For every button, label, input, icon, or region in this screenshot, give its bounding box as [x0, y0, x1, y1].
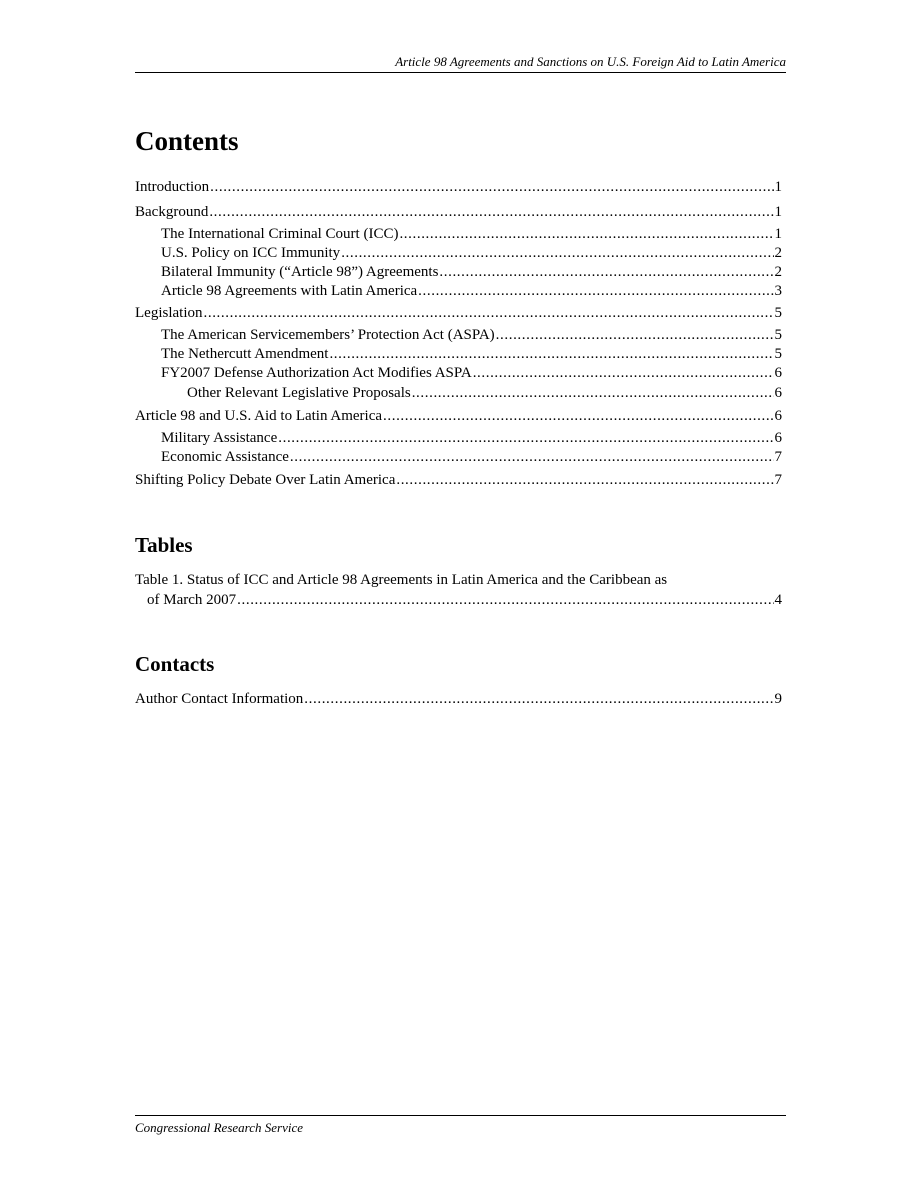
running-footer: Congressional Research Service [135, 1120, 303, 1135]
toc-entry[interactable] [135, 203, 782, 221]
toc-entry[interactable] [135, 407, 782, 425]
toc-entry-title: Shifting Policy Debate Over Latin America [135, 472, 396, 488]
toc-entry-title: Introduction [135, 179, 210, 195]
toc-entry[interactable] [135, 282, 782, 300]
table-entry-title-line1: Table 1. Status of ICC and Article 98 Agreements in Latin America and the Caribbean as [135, 572, 668, 588]
toc-entry[interactable] [135, 448, 782, 466]
running-header: Article 98 Agreements and Sanctions on U.S. Foreign Aid to Latin America [395, 54, 786, 69]
toc-leader [204, 304, 774, 322]
toc-leader [210, 178, 773, 196]
toc-entry-title: Background [135, 204, 209, 220]
toc-entry[interactable] [135, 178, 782, 196]
toc-entry-title: U.S. Policy on ICC Immunity [161, 245, 341, 261]
toc-leader [496, 326, 774, 344]
toc-leader [439, 263, 773, 281]
toc-entry-title: The International Criminal Court (ICC) [161, 226, 399, 242]
toc-entry[interactable] [135, 304, 782, 322]
toc-entry-title: Economic Assistance [161, 449, 289, 465]
toc-leader [329, 345, 773, 363]
toc-entry-page: 2 [774, 264, 782, 280]
toc-entry-page: 3 [774, 283, 782, 299]
toc-entry-page: 7 [774, 472, 782, 488]
toc-entry-page: 7 [774, 449, 782, 465]
toc-entry-title: Military Assistance [161, 430, 278, 446]
toc-entry[interactable] [135, 364, 782, 382]
table-entry-title-line2: of March 2007 [147, 592, 237, 608]
toc-entry-title: Other Relevant Legislative Proposals [187, 385, 411, 401]
toc-entry-page: 9 [774, 691, 782, 707]
toc-entry-title: The Nethercutt Amendment [161, 346, 329, 362]
footer-rule [135, 1115, 786, 1116]
toc-leader [341, 244, 773, 262]
toc-entry[interactable] [135, 345, 782, 363]
toc-entry-page: 5 [774, 327, 782, 343]
tables-heading: Tables [135, 533, 193, 557]
toc-entry[interactable] [135, 326, 782, 344]
toc-entry[interactable] [135, 690, 782, 708]
toc-entry[interactable] [135, 263, 782, 281]
toc-leader [304, 690, 773, 708]
toc-entry-title: FY2007 Defense Authorization Act Modifies ASPA [161, 365, 472, 381]
toc-entry-page: 6 [774, 365, 782, 381]
toc-entry-title: Article 98 Agreements with Latin America [161, 283, 418, 299]
toc-leader [473, 364, 774, 382]
toc-entry-page: 5 [774, 305, 782, 321]
toc-entry[interactable] [135, 225, 782, 243]
toc-leader [290, 448, 774, 466]
toc-entry-title: The American Servicemembers’ Protection Act (ASPA) [161, 327, 495, 343]
toc-entry[interactable] [135, 471, 782, 489]
toc-entry-page: 1 [774, 204, 782, 220]
toc-entry[interactable] [135, 429, 782, 447]
toc-leader [209, 203, 773, 221]
contacts-heading: Contacts [135, 652, 215, 676]
toc-leader [412, 384, 774, 402]
toc-entry-page: 6 [774, 408, 782, 424]
toc-entry-page: 1 [774, 226, 782, 242]
header-rule [135, 72, 786, 73]
toc-leader [396, 471, 773, 489]
toc-entry-title: Bilateral Immunity (“Article 98”) Agreements [161, 264, 439, 280]
toc-leader [237, 591, 773, 609]
toc-entry-page: 6 [774, 430, 782, 446]
toc-entry-page: 1 [774, 179, 782, 195]
table-entry-page: 4 [774, 592, 782, 608]
toc-entry-title: Article 98 and U.S. Aid to Latin America [135, 408, 383, 424]
toc-leader [399, 225, 773, 243]
toc-entry[interactable] [135, 244, 782, 262]
toc-entry-title: Legislation [135, 305, 203, 321]
toc-leader [278, 429, 773, 447]
toc-leader [418, 282, 773, 300]
contents-heading: Contents [135, 126, 239, 156]
toc-entry-title: Author Contact Information [135, 691, 304, 707]
toc-entry[interactable] [135, 384, 782, 402]
toc-leader [383, 407, 773, 425]
toc-entry-page: 2 [774, 245, 782, 261]
toc-entry-page: 6 [774, 385, 782, 401]
toc-entry-page: 5 [774, 346, 782, 362]
